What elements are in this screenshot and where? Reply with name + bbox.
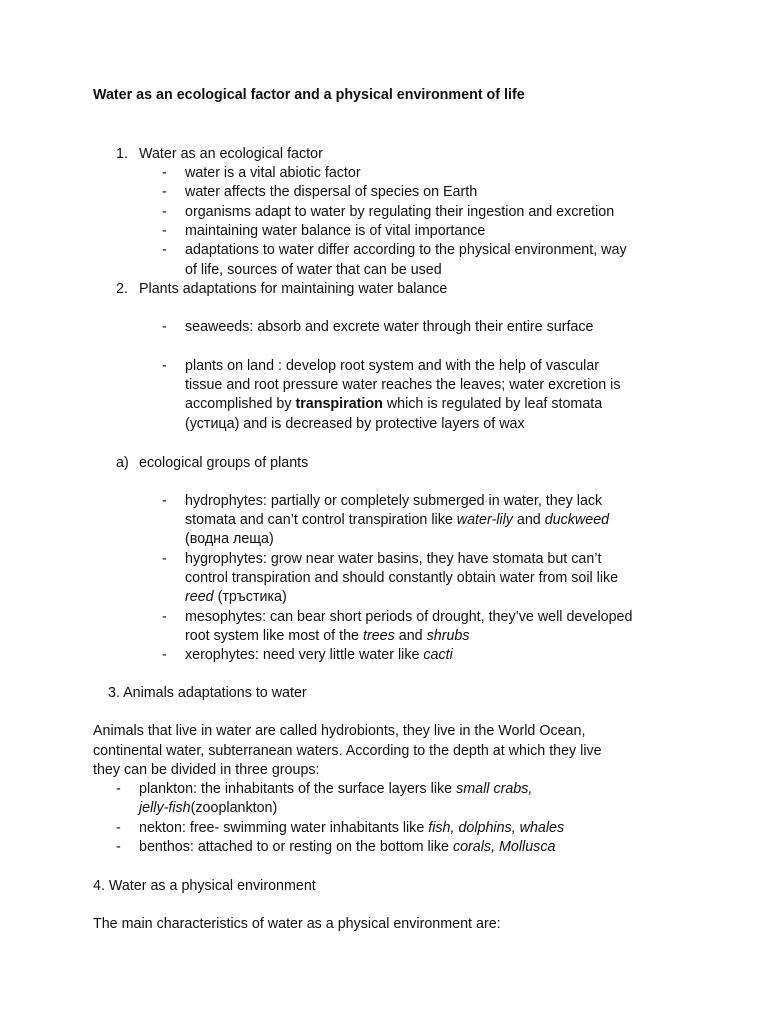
list-item: plants on land : develop root system and with the help of vascular [185, 358, 600, 374]
list-item: water affects the dispersal of species on Earth [185, 184, 478, 200]
list-item-continuation: (водна леща) [185, 531, 274, 547]
list-item: maintaining water balance is of vital importance [185, 223, 486, 239]
bullet-dash: - [162, 165, 167, 181]
bullet-dash: - [116, 839, 121, 855]
list-item: seaweeds: absorb and excrete water through their entire surface [185, 319, 594, 335]
paragraph-line: Animals that live in water are called hydrobionts, they live in the World Ocean, [93, 723, 586, 739]
list-item: hydrophytes: partially or completely submerged in water, they lack [185, 493, 603, 509]
list-item-continuation: tissue and root pressure water reaches the leaves; water excretion is [185, 377, 621, 393]
list-item-continuation: accomplished by transpiration which is regulated by leaf stomata [185, 396, 603, 412]
list-item-continuation: control transpiration and should constantly obtain water from soil like [185, 570, 619, 586]
list-item: plankton: the inhabitants of the surface layers like small crabs, [139, 781, 533, 797]
section-2-heading: Plants adaptations for maintaining water balance [139, 281, 448, 297]
list-item: hygrophytes: grow near water basins, they have stomata but can’t [185, 551, 602, 567]
section-3-heading: 3. Animals adaptations to water [108, 685, 307, 701]
bullet-dash: - [162, 358, 167, 374]
list-item: water is a vital abiotic factor [185, 165, 361, 181]
bullet-dash: - [162, 319, 167, 335]
list-item: nekton: free- swimming water inhabitants like fish, dolphins, whales [139, 820, 565, 836]
section-a-number: a) [116, 455, 129, 471]
bullet-dash: - [116, 820, 121, 836]
bullet-dash: - [162, 609, 167, 625]
list-item-continuation: (устица) and is decreased by protective layers of wax [185, 416, 525, 432]
list-item-continuation: of life, sources of water that can be used [185, 262, 442, 278]
bullet-dash: - [162, 493, 167, 509]
list-item-continuation: jelly-fish(zooplankton) [139, 800, 278, 816]
section-1-number: 1. [116, 146, 128, 162]
bullet-dash: - [116, 781, 121, 797]
bullet-dash: - [162, 647, 167, 663]
paragraph-line: continental water, subterranean waters. According to the depth at which they live [93, 743, 602, 759]
list-item-continuation: root system like most of the trees and shrubs [185, 628, 470, 644]
paragraph-line: they can be divided in three groups: [93, 762, 320, 778]
list-item-continuation: reed (тръстика) [185, 589, 287, 605]
list-item-continuation: stomata and can’t control transpiration like water-lily and duckweed [185, 512, 610, 528]
section-a-heading: ecological groups of plants [139, 455, 309, 471]
bullet-dash: - [162, 223, 167, 239]
section-4-heading: 4. Water as a physical environment [93, 878, 316, 894]
bullet-dash: - [162, 242, 167, 258]
section-1-heading: Water as an ecological factor [139, 146, 323, 162]
bullet-dash: - [162, 204, 167, 220]
list-item: mesophytes: can bear short periods of drought, they’ve well developed [185, 609, 633, 625]
paragraph-line: The main characteristics of water as a physical environment are: [93, 916, 501, 932]
section-2-number: 2. [116, 281, 128, 297]
list-item: benthos: attached to or resting on the bottom like corals, Mollusca [139, 839, 556, 855]
bullet-dash: - [162, 551, 167, 567]
document-title: Water as an ecological factor and a physical environment of life [93, 87, 525, 103]
list-item: adaptations to water differ according to the physical environment, way [185, 242, 627, 258]
list-item: organisms adapt to water by regulating their ingestion and excretion [185, 204, 615, 220]
list-item: xerophytes: need very little water like cacti [185, 647, 453, 663]
bullet-dash: - [162, 184, 167, 200]
transpiration-term: transpiration [295, 396, 383, 412]
